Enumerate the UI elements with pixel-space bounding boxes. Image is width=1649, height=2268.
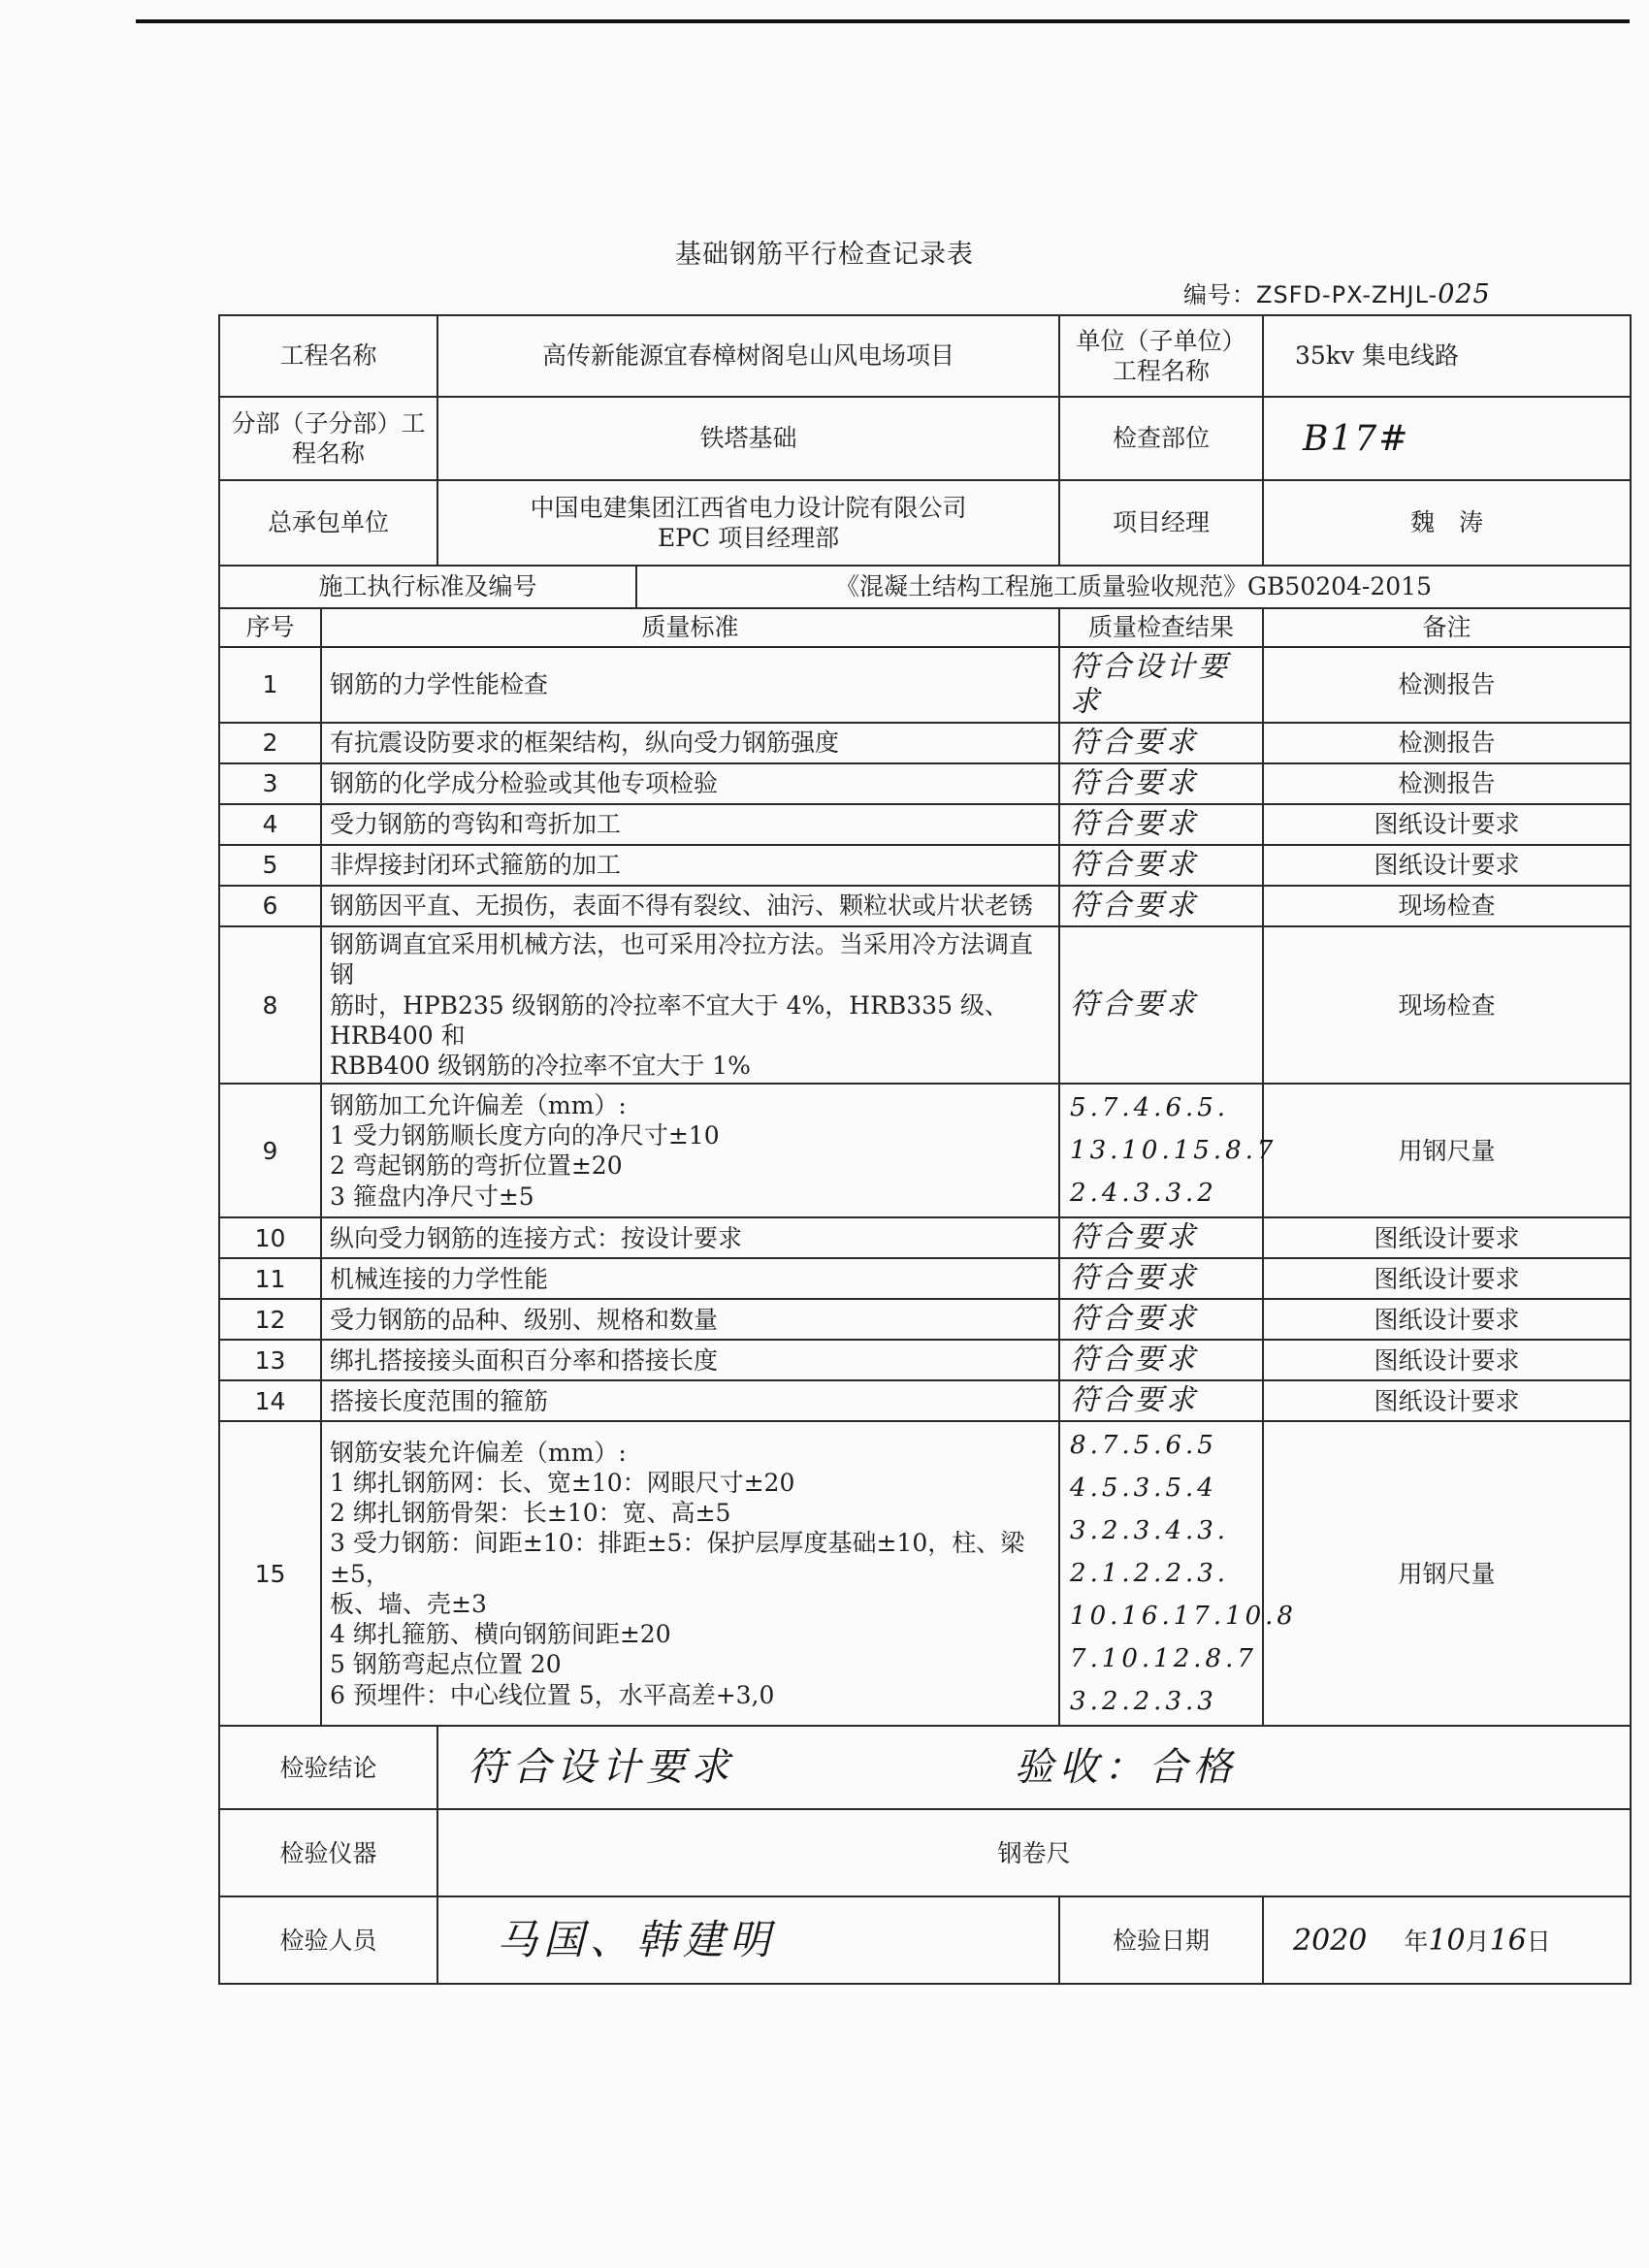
standard-line: 1 受力钢筋顺长度方向的净尺寸±10 [330,1121,720,1150]
row-number: 15 [219,1421,321,1726]
inspector-row [219,1896,1631,1984]
result-handwriting: 符合要求 [1070,1343,1199,1377]
row-standard: 搭接长度范围的箍筋 [321,1380,1059,1421]
result-handwriting: 符合要求 [1070,726,1199,760]
row-remark: 图纸设计要求 [1263,845,1631,886]
row-number: 8 [219,926,321,1084]
row-result [1059,763,1263,804]
inspector-value: 马国、韩建明 [497,1916,777,1963]
result-handwriting: 符合要求 [1070,848,1199,882]
row-remark: 检测报告 [1263,763,1631,804]
table-row [219,1421,1631,1726]
result-handwriting: 符合要求 [1070,1302,1199,1337]
table-row [219,763,1631,804]
manager-label: 项目经理 [1059,480,1263,566]
row-number: 3 [219,763,321,804]
column-header-remark: 备注 [1263,608,1631,647]
row-remark: 检测报告 [1263,723,1631,763]
standard-line: 2 绑扎钢筋骨架：长±10：宽、高±5 [330,1499,731,1528]
column-header-row [219,608,1631,647]
row-number: 6 [219,886,321,926]
table-row [219,1380,1631,1421]
date-cell [1263,1896,1631,1984]
row-number: 11 [219,1258,321,1299]
row-standard: 非焊接封闭环式箍筋的加工 [321,845,1059,886]
header-row-project [219,315,1631,397]
standard-line: 板、墙、壳±3 [330,1589,487,1618]
check-part-cell [1263,397,1631,480]
date-label: 检验日期 [1059,1896,1263,1984]
check-part-value: B17# [1303,418,1410,459]
date-day-suffix: 日 [1526,1927,1551,1956]
header-row-subproject [219,397,1631,480]
standard-line: 钢筋加工允许偏差（mm）: [330,1090,627,1119]
row-remark: 图纸设计要求 [1263,1299,1631,1340]
row-remark: 图纸设计要求 [1263,1340,1631,1380]
standard-line: 6 预埋件：中心线位置 5，水平高差+3,0 [330,1680,775,1709]
table-row [219,1217,1631,1258]
standard-line: 筋时，HPB235 级钢筋的冷拉率不宜大于 4%，HRB335 级、HRB400 和 [330,990,1009,1050]
row-result [1059,723,1263,763]
header-row-standard [219,566,1631,608]
result-handwriting: 符合要求 [1070,889,1199,923]
result-handwriting: 符合设计要求 [1070,650,1231,719]
row-standard: 受力钢筋的弯钩和弯折加工 [321,804,1059,845]
project-value: 高传新能源宜春樟树阁皂山风电场项目 [437,315,1059,397]
contractor-value-line2: EPC 项目经理部 [657,524,840,552]
instrument-value: 钢卷尺 [437,1809,1631,1896]
measurement-line: 3.2.2.3.3 [1070,1687,1217,1717]
conclusion-row [219,1726,1631,1809]
measurement-line: 3.2.3.4.3. [1070,1516,1230,1546]
scan-edge-line [136,19,1630,23]
row-number: 5 [219,845,321,886]
conclusion-cell [437,1726,1631,1809]
document-title: 基础钢筋平行检查记录表 [675,240,974,270]
measurement-line: 5.7.4.6.5. [1070,1093,1230,1123]
column-header-result: 质量检查结果 [1059,608,1263,647]
row-result [1059,1217,1263,1258]
contractor-label: 总承包单位 [219,480,437,566]
row-standard [321,926,1059,1084]
standard-line: 3 箍盘内净尺寸±5 [330,1182,534,1211]
measurement-line: 7.10.12.8.7 [1070,1644,1257,1674]
standard-label: 施工执行标准及编号 [219,566,636,608]
row-remark: 现场检查 [1263,926,1631,1084]
standard-line: 4 绑扎箍筋、横向钢筋间距±20 [330,1620,671,1649]
row-number: 14 [219,1380,321,1421]
table-row [219,926,1631,1084]
standard-line: 2 弯起钢筋的弯折位置±20 [330,1151,623,1181]
result-handwriting: 符合要求 [1070,1220,1199,1255]
row-remark: 图纸设计要求 [1263,1217,1631,1258]
row-standard: 有抗震设防要求的框架结构，纵向受力钢筋强度 [321,723,1059,763]
project-label: 工程名称 [219,315,437,397]
column-header-no: 序号 [219,608,321,647]
row-remark: 检测报告 [1263,647,1631,723]
contractor-cell [437,480,1059,566]
row-number: 9 [219,1084,321,1217]
measurement-line: 2.1.2.2.3. [1070,1559,1230,1589]
check-part-label: 检查部位 [1059,397,1263,480]
document-code-label: 编号：ZSFD-PX-ZHJL- [1183,281,1439,308]
standard-line: 钢筋调直宜采用机械方法，也可采用冷拉方法。当采用冷方法调直钢 [330,930,1034,989]
date-month: 10 [1428,1923,1466,1958]
document-code [1183,275,1491,309]
row-result [1059,647,1263,723]
row-result [1059,845,1263,886]
row-result [1059,1340,1263,1380]
row-standard [321,1421,1059,1726]
unit-value: 35kv 集电线路 [1263,315,1631,397]
conclusion-value: 符合设计要求 [468,1745,736,1791]
inspector-label: 检验人员 [219,1896,437,1984]
header-row-contractor [219,480,1631,566]
measurement-line: 10.16.17.10.8 [1070,1602,1297,1632]
result-handwriting: 符合要求 [1070,807,1199,841]
table-row [219,804,1631,845]
table-body [219,315,1631,647]
row-standard: 机械连接的力学性能 [321,1258,1059,1299]
table-row [219,1340,1631,1380]
table-row [219,1299,1631,1340]
standard-line: 钢筋安装允许偏差（mm）: [330,1438,627,1467]
row-standard: 钢筋因平直、无损伤，表面不得有裂纹、油污、颗粒状或片状老锈 [321,886,1059,926]
row-standard: 钢筋的力学性能检查 [321,647,1059,723]
document-code-number: 025 [1438,279,1491,309]
row-number: 13 [219,1340,321,1380]
measurement-line: 4.5.3.5.4 [1070,1474,1217,1504]
row-result [1059,926,1263,1084]
date-year: 2020 [1293,1923,1368,1958]
row-number: 12 [219,1299,321,1340]
table-row [219,723,1631,763]
row-standard [321,1084,1059,1217]
row-number: 4 [219,804,321,845]
instrument-row [219,1809,1631,1896]
measurement-line: 2.4.3.3.2 [1070,1179,1217,1209]
standard-line: RBB400 级钢筋的冷拉率不宜大于 1% [330,1052,751,1080]
unit-label: 单位（子单位）工程名称 [1059,315,1263,397]
row-number: 10 [219,1217,321,1258]
row-standard: 受力钢筋的品种、级别、规格和数量 [321,1299,1059,1340]
date-day: 16 [1489,1923,1527,1958]
row-result [1059,1421,1297,1726]
row-result [1059,1380,1263,1421]
result-handwriting: 符合要求 [1070,766,1199,800]
row-remark: 图纸设计要求 [1263,804,1631,845]
row-remark: 用钢尺量 [1263,1421,1631,1726]
row-result [1059,1299,1263,1340]
row-standard: 纵向受力钢筋的连接方式：按设计要求 [321,1217,1059,1258]
table-row [219,1258,1631,1299]
result-handwriting: 符合要求 [1070,988,1199,1022]
row-result [1059,1084,1277,1217]
standard-line: 5 钢筋弯起点位置 20 [330,1650,562,1679]
row-remark: 现场检查 [1263,886,1631,926]
row-remark: 图纸设计要求 [1263,1258,1631,1299]
standard-value: 《混凝土结构工程施工质量验收规范》GB50204-2015 [636,566,1631,608]
measurement-line: 13.10.15.8.7 [1070,1136,1277,1166]
row-standard: 钢筋的化学成分检验或其他专项检验 [321,763,1059,804]
subproject-label: 分部（子分部）工程名称 [219,397,437,480]
row-result [1059,1258,1263,1299]
row-result [1059,886,1263,926]
column-header-standard: 质量标准 [321,608,1059,647]
row-remark: 用钢尺量 [1263,1084,1631,1217]
row-number: 1 [219,647,321,723]
manager-value: 魏 涛 [1263,480,1631,566]
row-number: 2 [219,723,321,763]
conclusion-grade: 验收：合格 [1014,1745,1238,1791]
measurement-line: 8.7.5.6.5 [1070,1431,1217,1461]
standard-line: 3 受力钢筋：间距±10：排距±5：保护层厚度基础±10，柱、梁±5， [330,1529,1025,1588]
item-rows [219,647,1631,1726]
table-row [219,647,1631,723]
conclusion-label: 检验结论 [219,1726,437,1809]
result-handwriting: 符合要求 [1070,1383,1199,1418]
table-row [219,1084,1631,1217]
standard-line: 1 绑扎钢筋网：长、宽±10：网眼尺寸±20 [330,1468,795,1497]
result-handwriting: 符合要求 [1070,1261,1199,1296]
row-standard: 绑扎搭接接头面积百分率和搭接长度 [321,1340,1059,1380]
row-result [1059,804,1263,845]
instrument-label: 检验仪器 [219,1809,437,1896]
inspection-record-table [218,314,1632,1985]
subproject-value: 铁塔基础 [437,397,1059,480]
row-remark: 图纸设计要求 [1263,1380,1631,1421]
table-footer [219,1726,1631,1984]
table-row [219,886,1631,926]
contractor-value-line1: 中国电建集团江西省电力设计院有限公司 [530,493,967,522]
inspector-cell [437,1896,1059,1984]
table-row [219,845,1631,886]
date-month-suffix: 月 [1465,1927,1490,1956]
date-year-suffix: 年 [1404,1927,1429,1956]
